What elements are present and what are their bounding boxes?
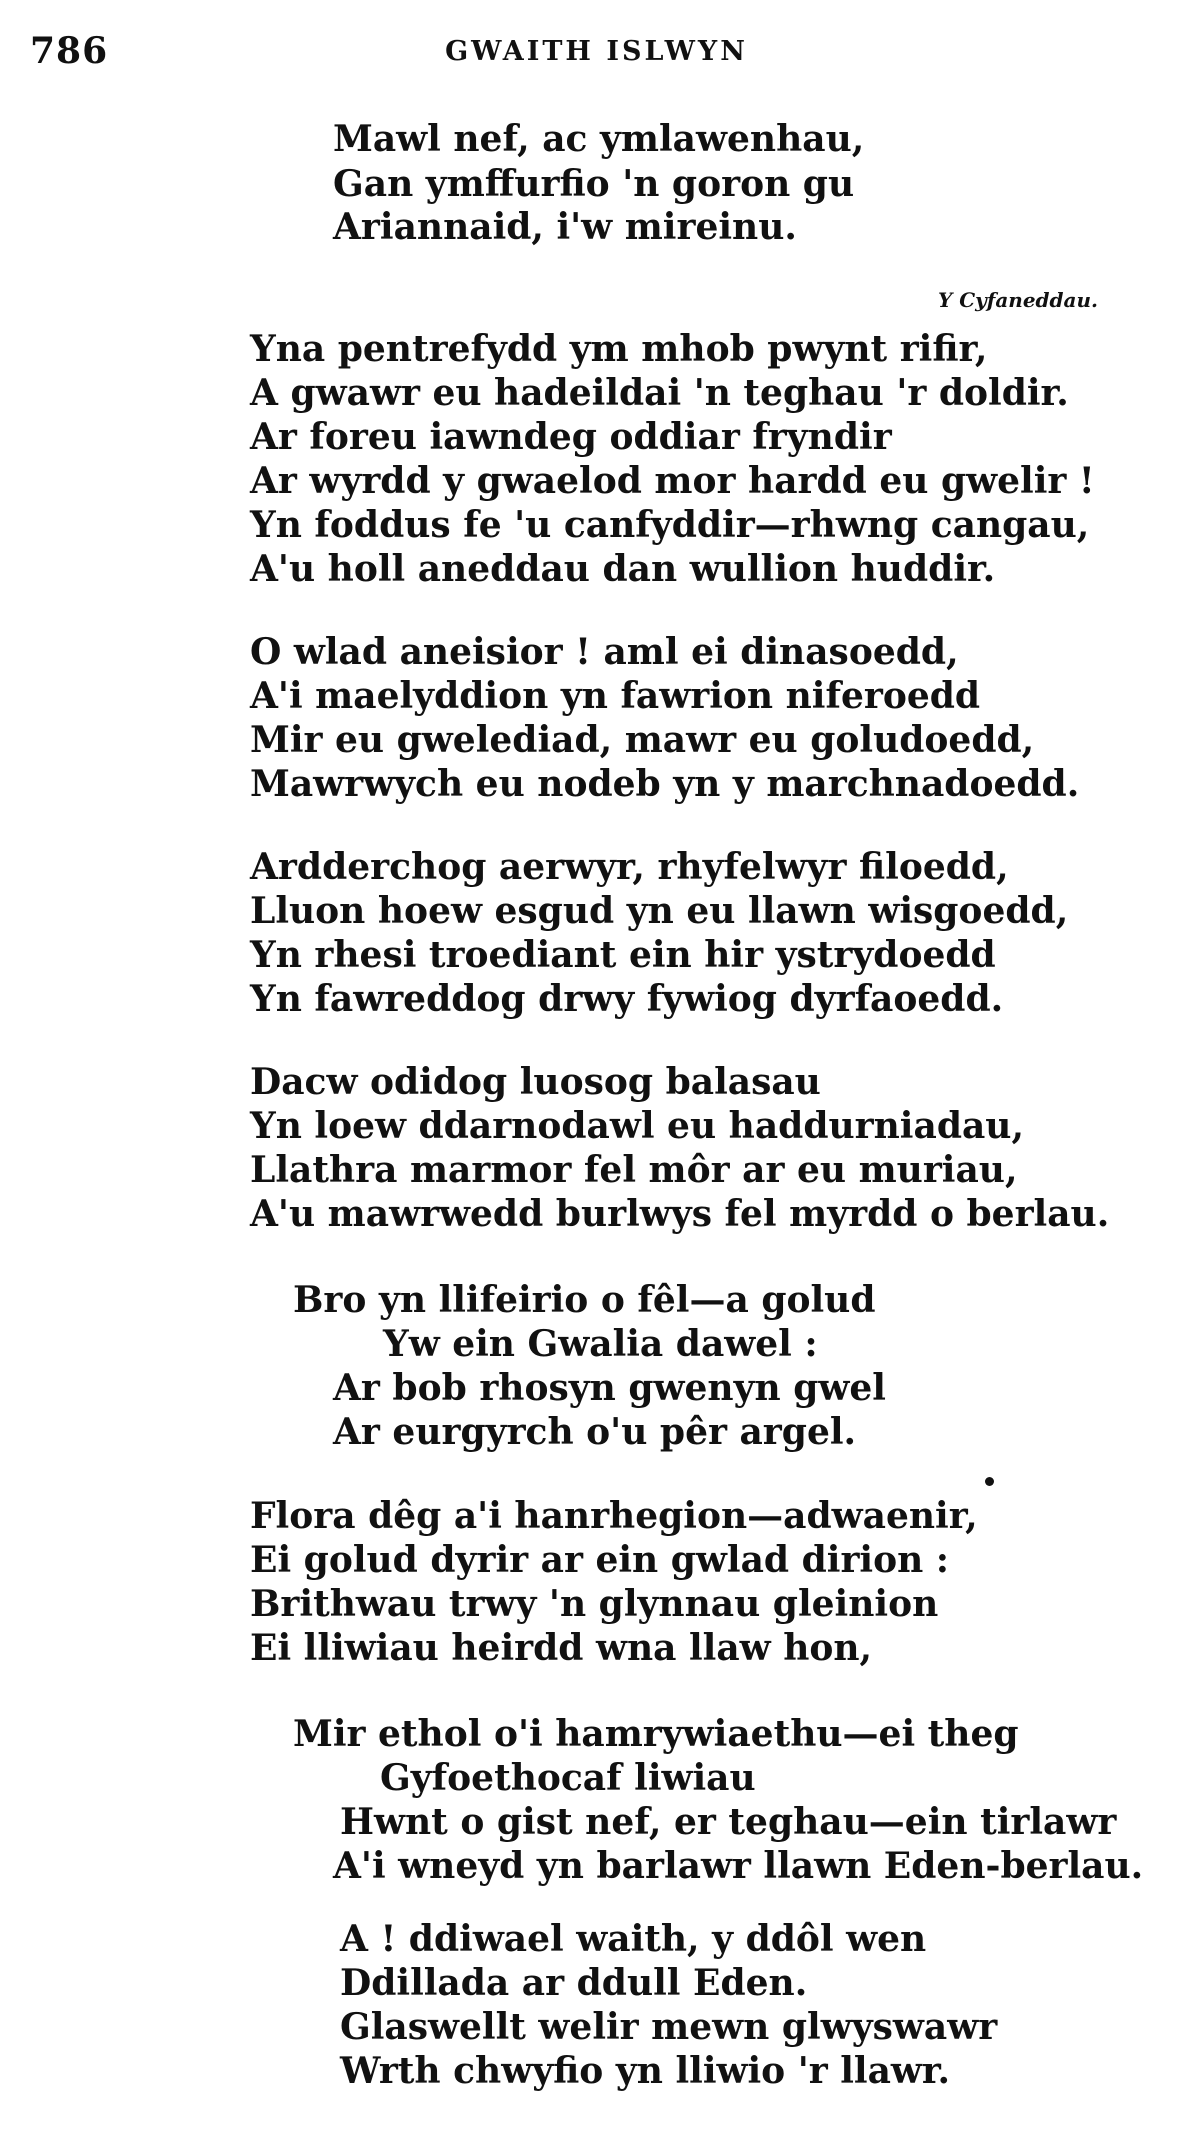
verse-line: A'u mawrwedd burlwys fel myrdd o berlau. bbox=[250, 1193, 1110, 1235]
verse-line: Ddillada ar ddull Eden. bbox=[340, 1962, 808, 2004]
verse-line: Yn foddus fe 'u canfyddir—rhwng cangau, bbox=[250, 504, 1090, 546]
section-heading: Y Cyfaneddau. bbox=[937, 288, 1098, 312]
verse-line: Ei lliwiau heirdd wna llaw hon, bbox=[250, 1627, 873, 1669]
verse-line: Gyfoethocaf liwiau bbox=[380, 1757, 756, 1799]
verse-line: Ardderchog aerwyr, rhyfelwyr filoedd, bbox=[250, 846, 1009, 888]
verse-line: Ar foreu iawndeg oddiar fryndir bbox=[250, 416, 892, 458]
verse-line: Glaswellt welir mewn glwyswawr bbox=[340, 2006, 998, 2048]
verse-line: Lluon hoew esgud yn eu llawn wisgoedd, bbox=[250, 890, 1069, 932]
verse-line: Yna pentrefydd ym mhob pwynt rifir, bbox=[250, 328, 988, 370]
verse-line: Yn loew ddarnodawl eu haddurniadau, bbox=[250, 1105, 1025, 1147]
verse-line: A'i wneyd yn barlawr llawn Eden-berlau. bbox=[333, 1845, 1144, 1887]
printing-speck bbox=[985, 1477, 994, 1486]
verse-line: Mir eu gwelediad, mawr eu goludoedd, bbox=[250, 719, 1035, 761]
verse-line: Dacw odidog luosog balasau bbox=[250, 1061, 821, 1103]
verse-line: Wrth chwyfio yn lliwio 'r llawr. bbox=[340, 2050, 951, 2092]
page-number: 786 bbox=[30, 30, 109, 72]
verse-line: Yn rhesi troediant ein hir ystrydoedd bbox=[250, 934, 996, 976]
verse-line: Yn fawreddog drwy fywiog dyrfaoedd. bbox=[250, 978, 1004, 1020]
verse-line: Ar wyrdd y gwaelod mor hardd eu gwelir ! bbox=[250, 460, 1095, 502]
verse-line: A ! ddiwael waith, y ddôl wen bbox=[340, 1918, 927, 1960]
verse-line: Bro yn llifeirio o fêl—a golud bbox=[293, 1279, 876, 1321]
verse-line: O wlad aneisior ! aml ei dinasoedd, bbox=[250, 631, 959, 673]
verse-line: Ar bob rhosyn gwenyn gwel bbox=[333, 1367, 886, 1409]
verse-line: Ei golud dyrir ar ein gwlad dirion : bbox=[250, 1539, 950, 1581]
running-title: GWAITH ISLWYN bbox=[445, 36, 748, 67]
verse-line: Ariannaid, i'w mireinu. bbox=[333, 206, 797, 248]
verse-line: Hwnt o gist nef, er teghau—ein tirlawr bbox=[340, 1801, 1117, 1843]
verse-line: Llathra marmor fel môr ar eu muriau, bbox=[250, 1149, 1018, 1191]
verse-line: A'u holl aneddau dan wullion huddir. bbox=[250, 548, 996, 590]
verse-line: Flora dêg a'i hanrhegion—adwaenir, bbox=[250, 1495, 978, 1537]
verse-line: Yw ein Gwalia dawel : bbox=[383, 1323, 818, 1365]
verse-line: Mawl nef, ac ymlawenhau, bbox=[333, 118, 865, 160]
verse-line: Mawrwych eu nodeb yn y marchnadoedd. bbox=[250, 763, 1080, 805]
verse-line: Gan ymffurfio 'n goron gu bbox=[333, 163, 855, 205]
verse-line: Mir ethol o'i hamrywiaethu—ei theg bbox=[293, 1713, 1019, 1755]
verse-line: A gwawr eu hadeildai 'n teghau 'r doldir. bbox=[250, 372, 1069, 414]
verse-line: A'i maelyddion yn fawrion niferoedd bbox=[250, 675, 981, 717]
verse-line: Brithwau trwy 'n glynnau gleinion bbox=[250, 1583, 939, 1625]
verse-line: Ar eurgyrch o'u pêr argel. bbox=[333, 1411, 857, 1453]
